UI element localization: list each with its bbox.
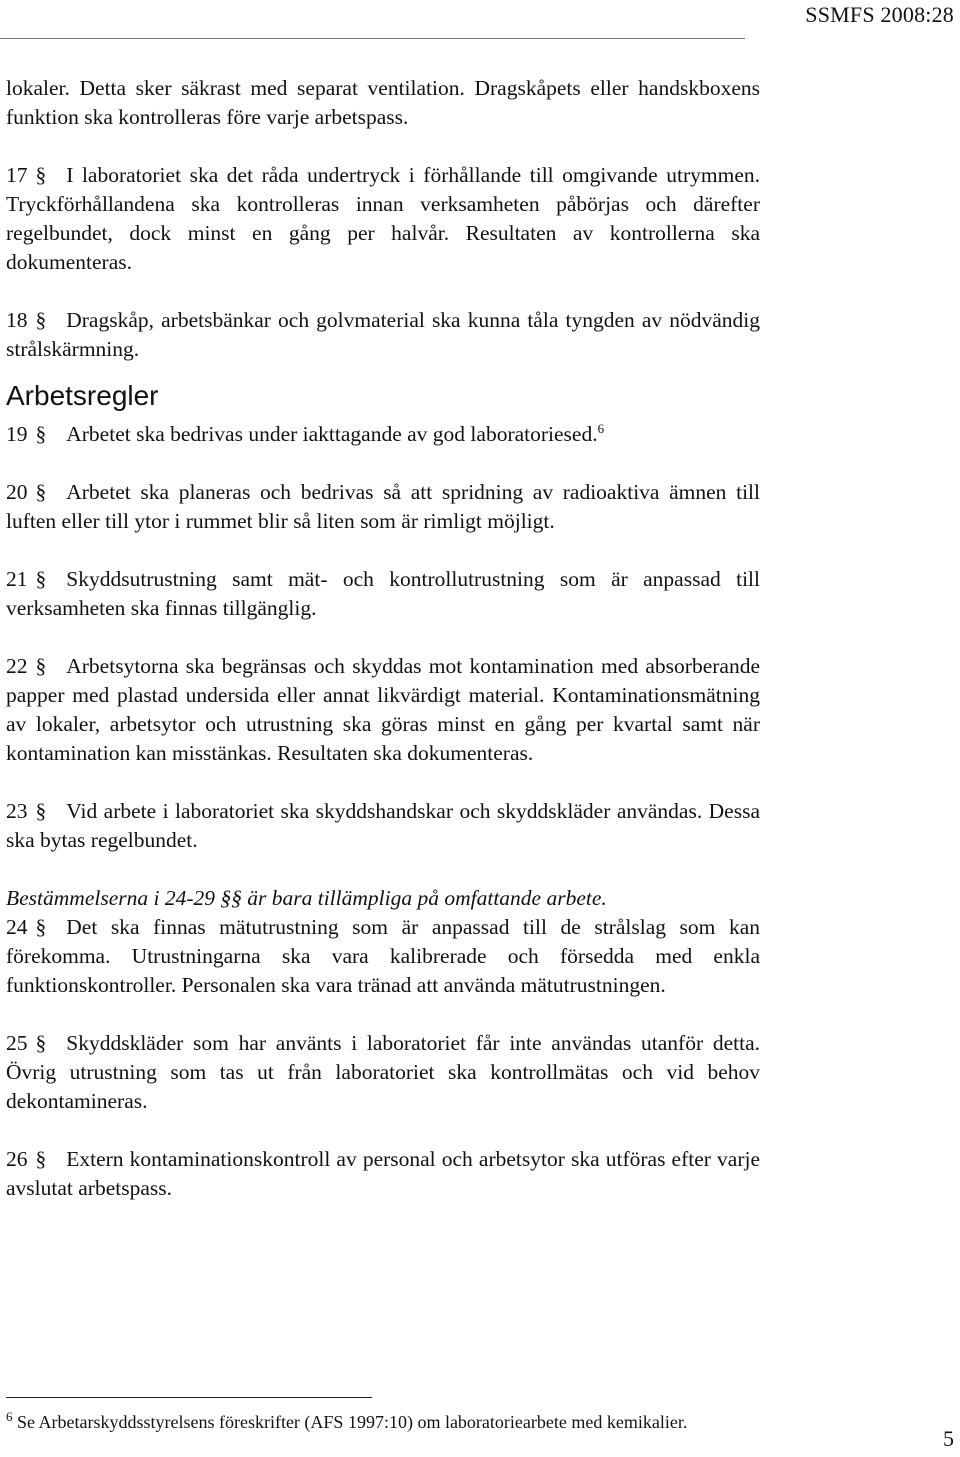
- section-number: 22: [6, 654, 28, 678]
- section-number: 19: [6, 422, 28, 446]
- section-number: 17: [6, 163, 28, 187]
- section-20: [6, 478, 760, 536]
- section-sign: §: [35, 654, 47, 678]
- page-number: 5: [943, 1426, 954, 1451]
- section-22: [6, 652, 760, 768]
- section-sign: §: [35, 480, 47, 504]
- header-rule: [0, 38, 745, 39]
- page-header: [0, 0, 960, 40]
- applicability-note: Bestämmelserna i 24-29 §§ är bara tillämpliga på omfattande arbete.: [6, 886, 607, 910]
- section-text: Arbetsytorna ska begränsas och skyddas mot kontamination med absorberande papper med plastad undersida eller annat likvärdigt material. Kontaminationsmätning av lokaler, arbetsytor och utrustning ska göras minst en gång per kvartal samt när kontamination kan misstänkas. Resultaten ska dokumenteras.: [6, 654, 760, 765]
- section-number: 21: [6, 567, 28, 591]
- section-sign: §: [35, 308, 47, 332]
- section-text: Skyddskläder som har använts i laboratoriet får inte användas utanför detta. Övrig utrustning som tas ut från laboratoriet ska kontrollmätas och vid behov dekontamineras.: [6, 1031, 760, 1113]
- section-number: 25: [6, 1031, 28, 1055]
- section-text: Vid arbete i laboratoriet ska skyddshandskar och skyddskläder användas. Dessa ska bytas regelbundet.: [6, 799, 760, 852]
- section-24: [6, 913, 760, 1000]
- section-21: [6, 565, 760, 623]
- section-sign: §: [35, 1147, 47, 1171]
- section-text: Extern kontaminationskontroll av personal och arbetsytor ska utföras efter varje avslutat arbetspass.: [6, 1147, 760, 1200]
- footnote-text: Se Arbetarskyddsstyrelsens föreskrifter (AFS 1997:10) om laboratoriearbete med kemikalier.: [17, 1412, 688, 1432]
- section-19: [6, 420, 760, 449]
- section-sign: §: [35, 163, 47, 187]
- section-number: 18: [6, 308, 28, 332]
- section-text: Skyddsutrustning samt mät- och kontrollutrustning som är anpassad till verksamheten ska finnas tillgänglig.: [6, 567, 760, 620]
- section-text: I laboratoriet ska det råda undertryck i förhållande till omgivande utrymmen. Tryckförhållandena ska kontrolleras innan verksamheten påbörjas och därefter regelbundet, dock minst en gång per halvår. Resultaten av kontrollerna ska dokumenteras.: [6, 163, 760, 274]
- section-number: 26: [6, 1147, 28, 1171]
- section-sign: §: [35, 799, 47, 823]
- section-sign: §: [35, 1031, 47, 1055]
- section-text: Arbetet ska bedrivas under iakttagande av god laboratoriesed.: [66, 422, 598, 446]
- section-sign: §: [35, 567, 47, 591]
- document-id: SSMFS 2008:28: [805, 2, 954, 27]
- footnote-divider: [6, 1397, 372, 1398]
- footnote: [6, 1410, 756, 1435]
- section-23: [6, 797, 760, 855]
- intro-paragraph: lokaler. Detta sker säkrast med separat ventilation. Dragskåpets eller handskboxens funktion ska kontrolleras före varje arbetspass.: [6, 76, 760, 129]
- footnote-mark: 6: [6, 1409, 13, 1424]
- document-body: [6, 74, 760, 1232]
- section-number: 23: [6, 799, 28, 823]
- section-text: Dragskåp, arbetsbänkar och golvmaterial ska kunna tåla tyngden av nödvändig strålskärmning.: [6, 308, 760, 361]
- footnote-reference: 6: [597, 420, 605, 436]
- section-text: Arbetet ska planeras och bedrivas så att spridning av radioaktiva ämnen till luften eller till ytor i rummet blir så liten som är rimligt möjligt.: [6, 480, 760, 533]
- section-number: 20: [6, 480, 28, 504]
- section-25: [6, 1029, 760, 1116]
- section-18: [6, 306, 760, 364]
- section-sign: §: [35, 422, 47, 446]
- section-number: 24: [6, 915, 28, 939]
- section-26: [6, 1145, 760, 1203]
- section-17: [6, 161, 760, 277]
- section-text: Det ska finnas mätutrustning som är anpassad till de strålslag som kan förekomma. Utrustningarna ska vara kalibrerade och försedda med enkla funktionskontroller. Personalen ska vara tränad att använda mätutrustningen.: [6, 915, 760, 997]
- section-sign: §: [35, 915, 47, 939]
- section-heading: Arbetsregler: [6, 380, 159, 411]
